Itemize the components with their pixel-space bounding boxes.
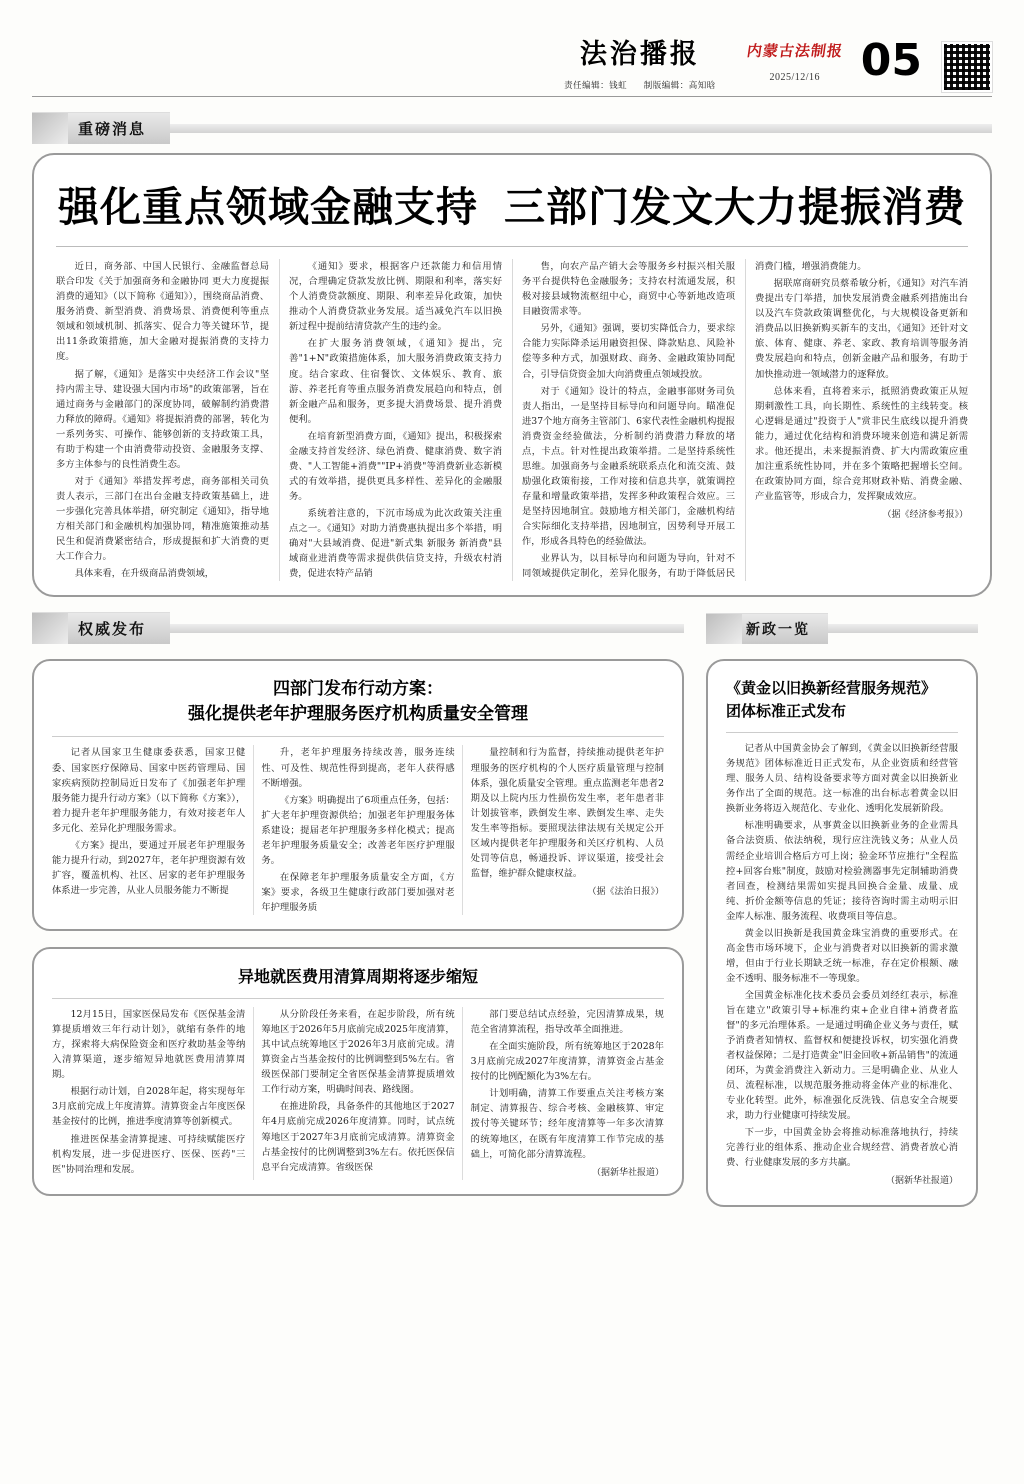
card-body-elder-care: [52, 745, 664, 915]
section-bar: [170, 624, 684, 633]
feature-body: [56, 259, 968, 581]
paragraph: 近日，商务部、中国人民银行、金融监督总局联合印发《关于加强商务和金融协同 更大力度提振消费的通知》（以下简称《通知》），围绕商品消费、服务消费、新型消费、消费场景、消费便利等重点领域和领域机制、抓落实、促合力等关键环节，提出11条政策措施，加大金融对提振消费的支持力度。: [56, 261, 269, 363]
paragraph: 量控制和行为监督，持续推动提供老年护理服务的医疗机构的个人医疗质量管理与控制体系，强化质量安全管理。重点监测老年患者2期及以上院内压力性损伤发生率，老年患者非计划拔管率，跌倒发生率、跌倒发生率、走失发生率等指标。要照现法律法规有关规定公开区域内提供老年护理服务和关区疗机构、人员处罚等信息，畅通投诉、评议渠道，接受社会监督，维护群众健康权益。: [470, 747, 664, 879]
section-label-breaking: 重磅消息: [32, 112, 170, 144]
section-header-authority-wrap: [32, 597, 684, 653]
paragraph: 具体来看，在升级商品消费领域，: [74, 568, 215, 580]
paragraph: 《方案》明确提出了6项重点任务，包括：扩大老年护理资源供给；加强老年护理服务体系建设；提届老年护理服务多样化模式；提高老年护理服务质量安全；改善老年医疗护理服务。: [261, 794, 455, 866]
paragraph: 在保障老年护理服务质量安全方面，《方案》要求，各级卫生健康行政部门要加强对老年护理服务质: [261, 871, 455, 913]
headline-line-2: 团体标准正式发布: [726, 701, 847, 720]
paragraph: 售，向农产品产销大会等服务乡村振兴相关服务平台提供特色金融服务；支持农村流通发展，积极对接县域物流枢纽中心，商贸中心等新地改造项目融资需求等。: [522, 261, 735, 318]
card-body-medical-settlement: [52, 1007, 664, 1180]
lower-right-column: [706, 659, 978, 1223]
paragraph: 总体来看，直将着来示，抵照消费政策正从短期刺激性工具，向长期性、系统性的主线转变。核心逻辑是通过"投资于人"赏非民生底线以提升消费能力，通过优化结构和消费环境来创造和满足新需求。他还提出，未来提振消费、扩大内需政策应重加注重系统性协同，并在多个策略把握增长空间。在政策协同方面，综合竞邦财政补贴、消费金融、产业监管等，形成合力，发挥聚成效应。: [755, 385, 968, 502]
section-header-row: [32, 597, 992, 653]
section-label-authority: 权威发布: [32, 612, 170, 644]
paragraph: 部门要总结试点经验，完因清算成果，规范全省清算流程，指导改革全面推进。: [470, 1009, 664, 1036]
section-label-policy: 新政一览: [706, 613, 828, 644]
section-header-policy: [706, 613, 978, 643]
card-body-gold-standard: [726, 741, 958, 1189]
paragraph: 12月15日，国家医保局发布《医保基金清算提质增效三年行动计划》，就缩有条件的地方，探索将大病保险资金和医疗救助基金等纳入清算渠道，逐步缩短异地就医费用清算周期。: [52, 1009, 246, 1081]
paragraph: 系统着注意的，下沉市场成为此次政策关注重点之一。《通知》对助力消费惠执提出多个举措，明确对"大县域消费、促进"新式集 新服务 新消费"县域商业进消费等需求提供供信贷支持，升级农村消费，促进农特产品销: [289, 507, 502, 580]
paragraph: 在全面实施阶段，所有统筹地区于2028年3月底前完成2027年度清算，清算资金占基金按付的比例配额化为3%左右。: [470, 1041, 664, 1083]
masthead-inner: [557, 35, 992, 92]
paragraph: 从分阶段任务来看，在起步阶段，所有统筹地区于2026年5月底前完成2025年度清算，其中试点统筹地区于2026年3月底前完成。清算资金占当基金按付的比例调整到5%左右。省级医保部门要制定全省医保基金清算提质增效工作行动方案，明确时间表、路线图。: [261, 1009, 455, 1096]
article-source: （据新华社报道）: [591, 1167, 664, 1178]
page-title: 法治播报: [579, 39, 700, 70]
paragraph: 下一步，中国黄金协会将推动标准落地执行，持续完善行业的组体系、推动企业合规经营、消费者放心消费、行业健康发展的多方共赢。: [726, 1127, 958, 1169]
paragraph: 《通知》要求，根据客户还款能力和信用情况，合理确定贷款发放比例、期限和利率，落实好个人消费贷款额度、期限、利率差异化政策，加快推动个人消费贷款业务发展。适当减免汽车以旧换新过程中提前结清贷款产生的违约金。: [289, 261, 502, 333]
masthead-title-block: [557, 40, 733, 91]
paragraph: 推进医保基金清算提速、可持续赋能医疗机构发展，进一步促进医疗、医保、医药"三医"协同治理和发展。: [52, 1133, 246, 1175]
card-headline-medical-settlement: 异地就医费用清算周期将逐步缩短: [237, 966, 478, 986]
paragraph: 记者从国家卫生健康委获悉，国家卫健委、国家医疗保障局、国家中医药管理局、国家疾病预防控制局近日发布了《加强老年护理服务能力提升行动方案》（以下简称《方案》），着力提升老年护理服务能力，有效对接老年人多元化、差异化护理服务需求。: [52, 747, 246, 834]
section-bar: [828, 624, 978, 633]
lower-grid: [32, 659, 992, 1223]
article-card-medical-settlement: [32, 947, 684, 1196]
masthead-credits: [557, 79, 723, 91]
card-divider: [52, 998, 664, 999]
article-source: （据新华社报道）: [885, 1176, 958, 1187]
masthead-divider: [32, 96, 992, 97]
masthead-brand-block: [747, 40, 843, 85]
paragraph: 黄金以旧换新是我国黄金珠宝消费的重要形式。在高金售市场环境下，企业与消费者对以旧换新的需求激增，但由于行业长期缺乏统一标准，存在定价根额、融金不透明、服务标准不一等现象。: [726, 927, 958, 984]
lower-left-column: [32, 659, 684, 1223]
section-header-policy-wrap: [706, 597, 978, 653]
paragraph: 在扩大服务消费领域，《通知》提出，完善"1+N"政策措施体系，加大服务消费政策支持力度。结合家政、住宿餐饮、文体娱乐、教育、旅游、养老托育等重点服务消费发展趋向和特点，创新金融产品和服务，更多提大消费场景、提升消费便利。: [289, 338, 502, 425]
paragraph: 记者从中国黄金协会了解到，《黄金以旧换新经营服务规范》团体标准近日正式发布，从企业资质和经营管理、服务人员、结构设备要求等方面对黄金以旧换新业务作出了全面的规范。这一标准的出台标志着黄金以旧换新业务将迈入规范化、专业化、透明化发展新阶段。: [726, 743, 958, 815]
page-number: 05: [860, 35, 922, 86]
paragraph: 据了解，《通知》是落实中央经济工作会议"坚持内需主导、建设强大国内市场"的政策部署，旨在通过商务与金融部门的深度协同，破解制约消费潜力释放的障碍。《通知》将提振消费的部署，转化为一系列务实、可操作、能够创新的支持政策工具，有助于构建一个由消费带动投资、金融服务支撑、多方主体参与的良性消费生态。: [56, 368, 269, 470]
card-divider: [726, 732, 958, 733]
issue-date: 2025/12/16: [769, 72, 821, 83]
article-card-elder-care: [32, 659, 684, 931]
feature-headline: [56, 183, 968, 232]
headline-line-2: 强化提供老年护理服务医疗机构质量安全管理: [188, 703, 528, 724]
section-bar: [170, 124, 992, 133]
headline-line-1: 四部门发布行动方案：: [273, 679, 443, 700]
paragraph: 在推进阶段，具备条件的其他地区于2027年4月底前完成2026年度清算。同时，试点统筹地区于2027年3月底前完成清算。清算资金占基金按付的比例调整到3%左右。依托医保信息平台完成清算。省级医保: [261, 1101, 455, 1173]
masthead: [32, 0, 992, 92]
article-source: （据《经济参考报》）: [882, 509, 968, 520]
credit-layout: 制版编辑：高知晗: [643, 79, 716, 90]
feature-article: [32, 153, 992, 597]
paragraph: 《方案》提出，要通过开展老年护理服务能力提升行动，到2027年，老年护理资源有效扩容，覆盖机构、社区、居家的老年护理服务体系进一步完善，从业人员服务能力不断提: [52, 839, 246, 896]
section-header-breaking: [32, 113, 992, 143]
headline-part-2: 三部门发文大力提振消费: [504, 183, 966, 231]
credit-editor: 责任编辑：钱虹: [564, 79, 628, 90]
paragraph: 据联席商研究员蔡希敏分析，《通知》对汽车消费提出专门举措，加快发展消费金融系列措施出台以及汽车贷款政策调整优化，与大规模设备更新和消费品以旧换新购买新车的支出，《通知》还针对文旅、体育、健康、养老、家政、教育培训等服务消费发展趋向和特点，创新金融产品和服务，有助于加快推动进一领域潜力的逐释放。: [755, 278, 968, 380]
paragraph: 对于《通知》设计的特点，金融事部财务司负责人指出，一是坚持目标导向和问题导向。瞄准促进37个地方商务主管部门、6家代表性金融机构提报消费资金经验做法，分析制约消费潜力释放的堵点，卡点。针对性提出政策举措。二是坚持系统性思维。加强商务与金融系统联系点化和流交流、鼓励强化政策衔接，工作对接和信息共享，就策调控存量和增量政策举措，发挥多种政策程合效应。三是坚持因地制宜。鼓励地方相关部门，金融机构结合实际细化支持举措，因地制宜，因势利导开展工作，形成各具特色的经验做法。: [522, 385, 735, 548]
paragraph: 另外，《通知》强调，要切实降低合力，要求综合能力实际降杀运用融资担保、降款贴息、风险补偿等多种方式，加强财政、商务、金融政策协同配合，引导信贷资金加大向消费重点领域投放。: [522, 323, 735, 380]
publication-logo: 内蒙古法制报: [745, 42, 844, 60]
paragraph: 在培育新型消费方面，《通知》提出，积极探索金融支持首发经济、绿色消费、健康消费、数字消费、"人工智能+消费""IP+消费"等消费新业态新模式的有效举措，提供更具多样性、差异化的金融服务。: [289, 430, 502, 502]
article-source: （据《法治日报》）: [587, 886, 664, 897]
headline-divider: [56, 246, 968, 247]
headline-line-1: 《黄金以旧换新经营服务规范》: [726, 679, 937, 698]
paragraph: 对于《通知》举措发挥考虑，商务部相关司负责人表示，三部门在出台金融支持政策基础上，进一步强化完善具体举措，研究制定《通知》，指导地方相关部门和金融机构加强协同，精准施策推动基民生和促消费紧密结合，形成提振和扩大消费的更大工作合力。: [56, 475, 269, 563]
card-headline-elder-care: [52, 677, 664, 726]
article-card-gold-standard: [706, 659, 978, 1207]
paragraph: 计划明确，清算工作要重点关注考核方案制定、清算报告、综合考核、金融核算、审定拨付等关键环节；经年度清算等一年多次清算的统筹地区，在既有年度清算工作节完成的基础上，可简化部分清算流程。: [470, 1088, 664, 1160]
paragraph: 业界认为，以目标导向和问题为导向，针对不同领域提供定制化，差异化服务，有助于降低居民消费门槛，增强消费能力。: [522, 261, 867, 580]
paragraph: 根据行动计划，自2028年起，将实现每年3月底前完成上年度清算。清算资金占年度医保基金按付的比例，推进季度清算等创新模式。: [52, 1086, 246, 1128]
qr-code-icon[interactable]: [942, 42, 992, 92]
card-divider: [52, 736, 664, 737]
paragraph: 标准明确要求，从事黄金以旧换新业务的企业需具备合法资质、依法纳税，现行应注洗钱义务；从业人员需经企业培训合格后方可上岗；验金环节应推行"全程监控+回客台账"制度，鼓励对检验测器事先定制辅助消费者回查，检测结果需如实提具回换合金量、成量、成纯、折价金额等信息的凭证；接待咨询时需主动明示旧金库人标准、服务流程、收费项目等信息。: [726, 820, 958, 922]
paragraph: 升，老年护理服务持续改善，服务连续性、可及性、规范性得到提高，老年人获得感不断增强。: [261, 747, 455, 789]
card-headline-gold-standard: [726, 677, 958, 722]
section-header-authority: [32, 613, 684, 643]
headline-part-1: 强化重点领域金融支持: [58, 183, 478, 231]
paragraph: 全国黄金标准化技术委员会委员刘经红表示，标准旨在建立"政策引导+标准约束+企业自律+消费者监督"的多元治理体系。一是通过明确企业义务与责任，赋予消费者知情权、监督权和便捷投诉权，切实强化消费者权益保障；二是打造黄金"旧金回收+新品销售"的流通闭环，为黄金消费注入新动力。三是明确企业、从业人员、流程标准，以规范服务推动将金体产业的标准化、专业化转型。此外，标准强化反洗钱、信息安全合规要求，助力行业健康可持续发展。: [726, 989, 958, 1122]
